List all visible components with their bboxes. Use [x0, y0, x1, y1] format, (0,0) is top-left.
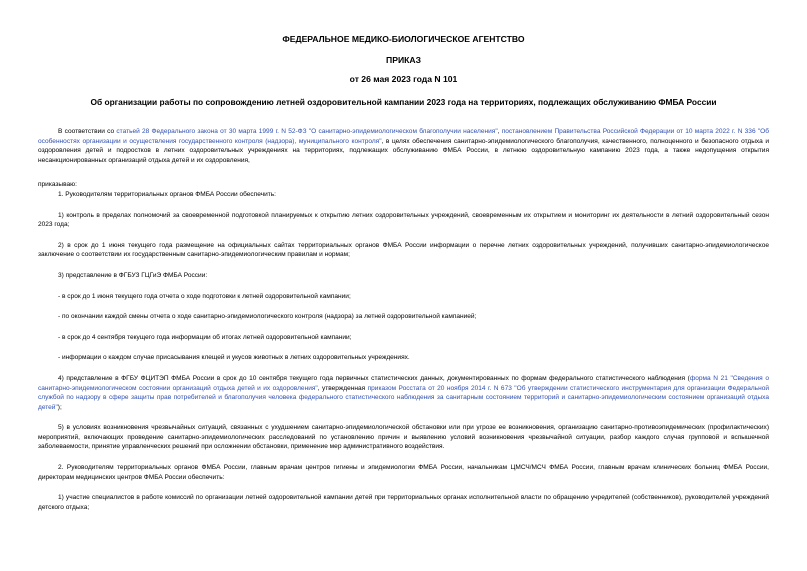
- section-1-item-4: 4) представление в ФГБУ ФЦИТЭП ФМБА России в срок до 10 сентября текущего года первичных статистических данных, документированных по формам федерального статистического наблюдения (форма N 21 "Сведения о санитарно-эпидемиологическом состоянии организаций отдыха детей и их оздоровления", утвержденная приказом Росстата от 20 ноября 2014 г. N 673 "Об утверждении статистического инструментария для организации Федеральной службой по надзору в сфере защиты прав потребителей и благополучия человека федерального статистического наблюдения за санитарным состоянием территорий и санитарно-эпидемиологическим состоянием организаций отдыха детей");: [38, 374, 769, 411]
- section-1-heading: 1. Руководителям территориальных органов ФМБА России обеспечить:: [58, 190, 276, 198]
- order-word: приказываю:: [38, 181, 77, 189]
- section-1-item-3-sub-d: - информации о каждом случае присасывания клещей и укусов животных в летних оздоровительных учреждениях.: [58, 354, 410, 362]
- preamble-paragraph: В соответствии со статьей 28 Федерального закона от 30 марта 1999 г. N 52-ФЗ "О санитарно-эпидемиологическом благополучии населения", постановлением Правительства Российской Федерации от 10 марта 2022 г. N 336 "Об особенностях организации и осуществления государственного контроля (надзора), муниципального контроля", в целях обеспечения санитарно-эпидемиологического благополучия, качественного, полноценного и безопасного отдыха и оздоровления детей и подростков в летних оздоровительных учреждениях на территориях, подлежащих обслуживанию ФМБА России, в летнюю оздоровительную кампанию 2023 года, а также недопущения открытия несанкционированных организаций отдыха детей и их оздоровления,: [38, 128, 769, 164]
- section-1-item-5: 5) в условиях возникновения чрезвычайных ситуаций, связанных с ухудшением санитарно-эпидемиологической обстановки или при угрозе ее возникновения, организацию санитарно-противоэпидемических (профилактических) мероприятий, включающих проведение санитарно-эпидемиологических расследований по установлению причин и выявлению условий возникновения чрезвычайной ситуации, разбор каждого случая групповой и вспышечной заболеваемости, принятие управленческих решений при осложнении обстановки, применение мер административного воздействия.: [38, 424, 769, 451]
- section-1-item-1: 1) контроль в пределах полномочий за своевременной подготовкой планируемых к открытию летних оздоровительных учреждений, своевременным их открытием и мониторинг их деятельности в летний оздоровительный сезон 2023 года;: [38, 211, 769, 229]
- rosstat-order-673-link[interactable]: приказом Росстата от 20 ноября 2014 г. N 673 "Об утверждении статистического инструментария для организации Федеральной службой по надзору в сфере защиты прав потребителей и благополучия человека федерального статистического наблюдения за санитарным состоянием территорий и санитарно-эпидемиологическим состоянием организаций отдыха детей": [38, 384, 769, 411]
- document-body: [38, 127, 769, 512]
- section-1-item-3: 3) представление в ФГБУЗ ГЦГиЭ ФМБА России:: [58, 271, 208, 279]
- section-2-item-1: 1) участие специалистов в работе комиссий по организации летней оздоровительной кампании детей при территориальных органах исполнительной власти по обращению учредителей (собственников), руководителей учреждений детского отдыха;: [38, 494, 769, 511]
- section-1-item-3-sub-b: - по окончании каждой смены отчета о ходе санитарно-эпидемиологического контроля (надзора) за летней оздоровительной кампанией;: [58, 313, 477, 321]
- section-1-item-2: 2) в срок до 1 июня текущего года размещение на официальных сайтах территориальных органов ФМБА России информации о перечне летних оздоровительных учреждений, получивших санитарно-эпидемиологическое заключение о соответствии их государственным санитарно-эпидемиологическим правилам и нормам;: [38, 241, 769, 259]
- agency-name: ФЕДЕРАЛЬНОЕ МЕДИКО-БИОЛОГИЧЕСКОЕ АГЕНТСТВО: [282, 34, 525, 44]
- document-type: ПРИКАЗ: [386, 55, 421, 65]
- document-date-number: от 26 мая 2023 года N 101: [349, 74, 458, 84]
- section-2-heading: 2. Руководителям территориальных органов ФМБА России, главным врачам центров гигиены и эпидемиологии ФМБА России, начальникам ЦМСЧ/МСЧ ФМБА России, главным врачам клинических больниц ФМБА России, директорам медицинских центров ФМБА России обеспечить:: [38, 464, 769, 481]
- document-title: Об организации работы по сопровождению летней оздоровительной кампании 2023 года на территориях, подлежащих обслуживанию ФМБА России: [90, 97, 717, 107]
- form-21-link[interactable]: форма N 21 "Сведения о санитарно-эпидемиологическом состоянии организаций отдыха детей и их оздоровления": [38, 374, 769, 392]
- section-1-item-3-sub-a: - в срок до 1 июня текущего года отчета о ходе подготовки к летней оздоровительной кампании;: [58, 292, 351, 300]
- section-1-item-3-sub-c: - в срок до 4 сентября текущего года информации об итогах летней оздоровительной кампании;: [58, 333, 352, 341]
- government-decree-336-link[interactable]: постановлением Правительства Российской Федерации от 10 марта 2022 г. N 336 "Об особенностях организации и осуществления государственного контроля (надзора), муниципального контроля": [38, 128, 769, 145]
- law-article-28-link[interactable]: статьей 28 Федерального закона от 30 марта 1999 г. N 52-ФЗ "О санитарно-эпидемиологическом благополучии населения": [116, 128, 498, 135]
